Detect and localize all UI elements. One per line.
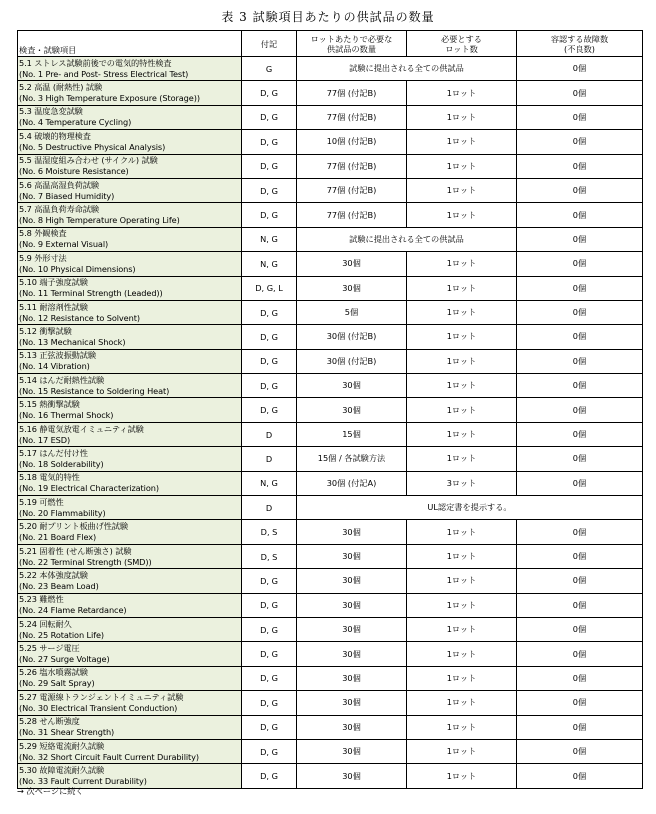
test-item-english: (No. 25 Rotation Life)	[19, 629, 105, 640]
test-item-japanese: 5.20 耐プリント板曲げ性試験	[19, 521, 128, 532]
note-cell: D, G	[242, 81, 297, 105]
table-row	[18, 130, 643, 154]
note-cell: N, G	[242, 227, 297, 251]
quantity-cell: 30個	[297, 276, 407, 300]
test-item-english: (No. 18 Solderability)	[19, 458, 104, 469]
table-row	[18, 398, 643, 422]
lots-cell: 1ロット	[407, 666, 517, 690]
note-cell: G	[242, 57, 297, 81]
quantity-cell: 30個	[297, 374, 407, 398]
test-item-cell	[18, 520, 242, 544]
test-item-english: (No. 12 Resistance to Solvent)	[19, 312, 140, 323]
test-item-japanese: 5.7 高温負荷寿命試験	[19, 204, 99, 215]
failures-cell: 0個	[517, 447, 643, 471]
note-cell: D, G	[242, 569, 297, 593]
test-item-japanese: 5.28 せん断強度	[19, 716, 80, 727]
note-cell: N, G	[242, 252, 297, 276]
header-required-lots: 必要とする ロット数	[407, 31, 517, 57]
test-item-cell	[18, 496, 242, 520]
test-item-cell	[18, 130, 242, 154]
lots-cell: 1ロット	[407, 374, 517, 398]
test-item-english: (No. 10 Physical Dimensions)	[19, 263, 136, 274]
quantity-cell: 77個 (付記B)	[297, 81, 407, 105]
failures-cell: 0個	[517, 617, 643, 641]
lots-cell: 1ロット	[407, 203, 517, 227]
failures-cell: 0個	[517, 422, 643, 446]
test-item-cell	[18, 666, 242, 690]
table-row	[18, 300, 643, 324]
failures-cell: 0個	[517, 252, 643, 276]
quantity-cell: 30個	[297, 691, 407, 715]
test-item-cell	[18, 715, 242, 739]
note-cell: D, G	[242, 642, 297, 666]
note-cell: D, G	[242, 715, 297, 739]
note-cell: D, G, L	[242, 276, 297, 300]
table-row	[18, 374, 643, 398]
lots-cell: 1ロット	[407, 81, 517, 105]
quantity-cell: 15個	[297, 422, 407, 446]
quantity-cell: 30個	[297, 739, 407, 763]
test-item-cell	[18, 349, 242, 373]
failures-cell: 0個	[517, 276, 643, 300]
failures-cell: 0個	[517, 544, 643, 568]
lots-cell: 1ロット	[407, 349, 517, 373]
test-item-japanese: 5.23 難燃性	[19, 594, 64, 605]
test-item-english: (No. 19 Electrical Characterization)	[19, 483, 159, 494]
test-item-english: (No. 32 Short Circuit Fault Current Durability)	[19, 751, 199, 762]
failures-cell: 0個	[517, 81, 643, 105]
test-item-cell	[18, 569, 242, 593]
failures-cell: 0個	[517, 105, 643, 129]
sample-quantity-table	[17, 30, 643, 789]
test-item-cell	[18, 81, 242, 105]
table-row	[18, 422, 643, 446]
test-item-japanese: 5.5 温湿度組み合わせ (サイクル) 試験	[19, 155, 158, 166]
table-row	[18, 471, 643, 495]
header-accepted-failures: 容認する故障数 (不良数)	[517, 31, 643, 57]
test-item-cell	[18, 227, 242, 251]
lots-cell: 1ロット	[407, 593, 517, 617]
merged-remark-cell: UL認定書を提示する。	[297, 496, 643, 520]
failures-cell: 0個	[517, 715, 643, 739]
lots-cell: 1ロット	[407, 300, 517, 324]
test-item-english: (No. 31 Shear Strength)	[19, 727, 115, 738]
table-row	[18, 764, 643, 788]
test-item-english: (No. 24 Flame Retardance)	[19, 605, 127, 616]
table-row	[18, 691, 643, 715]
test-item-english: (No. 29 Salt Spray)	[19, 678, 95, 689]
test-item-cell	[18, 691, 242, 715]
note-cell: N, G	[242, 471, 297, 495]
quantity-cell: 30個	[297, 617, 407, 641]
failures-cell: 0個	[517, 666, 643, 690]
lots-cell: 1ロット	[407, 325, 517, 349]
quantity-cell: 30個	[297, 252, 407, 276]
lots-cell: 1ロット	[407, 520, 517, 544]
test-item-cell	[18, 154, 242, 178]
lots-cell: 1ロット	[407, 764, 517, 788]
lots-cell: 1ロット	[407, 252, 517, 276]
test-item-english: (No. 21 Board Flex)	[19, 532, 97, 543]
test-item-english: (No. 11 Terminal Strength (Leaded))	[19, 288, 163, 299]
table-row	[18, 349, 643, 373]
quantity-cell: 30個	[297, 544, 407, 568]
failures-cell: 0個	[517, 764, 643, 788]
table-row	[18, 447, 643, 471]
failures-cell: 0個	[517, 227, 643, 251]
header-quantity-per-lot: ロットあたりで必要な 供試品の数量	[297, 31, 407, 57]
test-item-japanese: 5.1 ストレス試験前後での電気的特性検査	[19, 57, 172, 68]
quantity-cell: 30個	[297, 715, 407, 739]
test-item-english: (No. 22 Terminal Strength (SMD))	[19, 556, 152, 567]
test-item-cell	[18, 617, 242, 641]
table-row	[18, 569, 643, 593]
table-row	[18, 203, 643, 227]
lots-cell: 1ロット	[407, 105, 517, 129]
test-item-cell	[18, 398, 242, 422]
table-row	[18, 325, 643, 349]
note-cell: D, G	[242, 398, 297, 422]
test-item-english: (No. 6 Moisture Resistance)	[19, 166, 129, 177]
note-cell: D, G	[242, 374, 297, 398]
table-row	[18, 666, 643, 690]
quantity-cell: 77個 (付記B)	[297, 154, 407, 178]
failures-cell: 0個	[517, 569, 643, 593]
test-item-english: (No. 15 Resistance to Soldering Heat)	[19, 385, 170, 396]
lots-cell: 1ロット	[407, 544, 517, 568]
note-cell: D, G	[242, 739, 297, 763]
test-item-cell	[18, 471, 242, 495]
test-item-japanese: 5.6 高温高湿負荷試験	[19, 179, 99, 190]
failures-cell: 0個	[517, 57, 643, 81]
test-item-japanese: 5.11 耐溶剤性試験	[19, 301, 88, 312]
table-row	[18, 617, 643, 641]
test-item-english: (No. 4 Temperature Cycling)	[19, 117, 132, 128]
failures-cell: 0個	[517, 203, 643, 227]
table-row	[18, 57, 643, 81]
quantity-cell: 5個	[297, 300, 407, 324]
header-row	[18, 31, 643, 57]
table-row	[18, 715, 643, 739]
note-cell: D	[242, 496, 297, 520]
test-item-cell	[18, 447, 242, 471]
quantity-cell: 15個 / 各試験方法	[297, 447, 407, 471]
quantity-cell: 30個	[297, 569, 407, 593]
lots-cell: 3ロット	[407, 471, 517, 495]
test-item-english: (No. 3 High Temperature Exposure (Storage))	[19, 93, 200, 104]
note-cell: D, G	[242, 666, 297, 690]
table-row	[18, 496, 643, 520]
quantity-cell: 30個	[297, 764, 407, 788]
test-item-english: (No. 1 Pre- and Post- Stress Electrical Test)	[19, 68, 189, 79]
test-item-cell	[18, 57, 242, 81]
failures-cell: 0個	[517, 739, 643, 763]
test-item-japanese: 5.24 回転耐久	[19, 618, 72, 629]
quantity-cell: 77個 (付記B)	[297, 105, 407, 129]
note-cell: D	[242, 447, 297, 471]
test-item-english: (No. 14 Vibration)	[19, 361, 90, 372]
table-row	[18, 593, 643, 617]
test-item-english: (No. 5 Destructive Physical Analysis)	[19, 141, 166, 152]
test-item-japanese: 5.26 塩水噴霧試験	[19, 667, 88, 678]
failures-cell: 0個	[517, 398, 643, 422]
test-item-english: (No. 9 External Visual)	[19, 239, 109, 250]
note-cell: D, G	[242, 691, 297, 715]
test-item-japanese: 5.14 はんだ耐熱性試験	[19, 374, 105, 385]
lots-cell: 1ロット	[407, 276, 517, 300]
table-row	[18, 178, 643, 202]
quantity-cell: 30個	[297, 593, 407, 617]
lots-cell: 1ロット	[407, 642, 517, 666]
note-cell: D, G	[242, 764, 297, 788]
test-item-english: (No. 30 Electrical Transient Conduction)	[19, 702, 178, 713]
test-item-cell	[18, 105, 242, 129]
failures-cell: 0個	[517, 520, 643, 544]
lots-cell: 1ロット	[407, 447, 517, 471]
failures-cell: 0個	[517, 691, 643, 715]
test-item-japanese: 5.4 破壊的物理検査	[19, 130, 91, 141]
test-item-japanese: 5.3 温度急変試験	[19, 106, 83, 117]
test-item-english: (No. 8 High Temperature Operating Life)	[19, 215, 180, 226]
failures-cell: 0個	[517, 130, 643, 154]
test-item-japanese: 5.12 衝撃試験	[19, 325, 72, 336]
lots-cell: 1ロット	[407, 130, 517, 154]
merged-quantity-cell: 試験に提出される全ての供試品	[297, 57, 517, 81]
failures-cell: 0個	[517, 154, 643, 178]
table-body	[18, 57, 643, 789]
lots-cell: 1ロット	[407, 569, 517, 593]
note-cell: D, S	[242, 544, 297, 568]
quantity-cell: 30個 (付記B)	[297, 325, 407, 349]
test-item-cell	[18, 764, 242, 788]
failures-cell: 0個	[517, 349, 643, 373]
test-item-japanese: 5.29 短絡電流耐久試験	[19, 740, 105, 751]
test-item-japanese: 5.13 正弦波振動試験	[19, 350, 96, 361]
test-item-english: (No. 20 Flammability)	[19, 507, 106, 518]
quantity-cell: 30個 (付記B)	[297, 349, 407, 373]
table-row	[18, 154, 643, 178]
note-cell: D	[242, 422, 297, 446]
test-item-english: (No. 33 Fault Current Durability)	[19, 776, 147, 787]
quantity-cell: 30個	[297, 666, 407, 690]
test-item-japanese: 5.15 熱衝撃試験	[19, 399, 80, 410]
test-item-japanese: 5.21 固着性 (せん断強さ) 試験	[19, 545, 132, 556]
merged-quantity-cell: 試験に提出される全ての供試品	[297, 227, 517, 251]
test-item-english: (No. 27 Surge Voltage)	[19, 654, 110, 665]
test-item-japanese: 5.16 静電気放電イミュニティ試験	[19, 423, 144, 434]
test-item-cell	[18, 178, 242, 202]
quantity-cell: 30個	[297, 520, 407, 544]
test-item-cell	[18, 374, 242, 398]
failures-cell: 0個	[517, 593, 643, 617]
test-item-japanese: 5.30 故障電流耐久試験	[19, 765, 105, 776]
table-row	[18, 81, 643, 105]
table-row	[18, 520, 643, 544]
lots-cell: 1ロット	[407, 178, 517, 202]
test-item-japanese: 5.10 端子強度試験	[19, 277, 88, 288]
test-item-cell	[18, 739, 242, 763]
lots-cell: 1ロット	[407, 154, 517, 178]
test-item-english: (No. 23 Beam Load)	[19, 580, 99, 591]
quantity-cell: 77個 (付記B)	[297, 203, 407, 227]
table-row	[18, 276, 643, 300]
quantity-cell: 10個 (付記B)	[297, 130, 407, 154]
test-item-cell	[18, 276, 242, 300]
note-cell: D, G	[242, 178, 297, 202]
test-item-cell	[18, 544, 242, 568]
lots-cell: 1ロット	[407, 422, 517, 446]
test-item-english: (No. 17 ESD)	[19, 434, 71, 445]
test-item-english: (No. 16 Thermal Shock)	[19, 410, 114, 421]
note-cell: D, G	[242, 349, 297, 373]
test-item-japanese: 5.22 本体強度試験	[19, 569, 88, 580]
note-cell: D, G	[242, 154, 297, 178]
failures-cell: 0個	[517, 325, 643, 349]
test-item-japanese: 5.9 外形寸法	[19, 252, 67, 263]
test-item-cell	[18, 203, 242, 227]
test-item-japanese: 5.17 はんだ付け性	[19, 447, 88, 458]
test-item-cell	[18, 300, 242, 324]
table-row	[18, 227, 643, 251]
test-item-cell	[18, 593, 242, 617]
test-item-cell	[18, 325, 242, 349]
quantity-cell: 30個	[297, 398, 407, 422]
test-item-japanese: 5.8 外観検査	[19, 228, 67, 239]
test-item-japanese: 5.18 電気的特性	[19, 472, 80, 483]
table-row	[18, 252, 643, 276]
note-cell: D, G	[242, 593, 297, 617]
table-row	[18, 642, 643, 666]
page-title: 表 3 試験項目あたりの供試品の数量	[221, 10, 435, 24]
failures-cell: 0個	[517, 642, 643, 666]
failures-cell: 0個	[517, 374, 643, 398]
failures-cell: 0個	[517, 300, 643, 324]
continue-note: → 次ページに続く	[17, 786, 84, 796]
lots-cell: 1ロット	[407, 691, 517, 715]
lots-cell: 1ロット	[407, 617, 517, 641]
quantity-cell: 77個 (付記B)	[297, 178, 407, 202]
note-cell: D, G	[242, 203, 297, 227]
lots-cell: 1ロット	[407, 715, 517, 739]
note-cell: D, S	[242, 520, 297, 544]
table-row	[18, 105, 643, 129]
note-cell: D, G	[242, 300, 297, 324]
test-item-cell	[18, 422, 242, 446]
header-note: 付記	[242, 31, 297, 57]
table-row	[18, 544, 643, 568]
test-item-japanese: 5.2 高温 (耐熱性) 試験	[19, 82, 103, 93]
note-cell: D, G	[242, 325, 297, 349]
quantity-cell: 30個	[297, 642, 407, 666]
test-item-japanese: 5.25 サージ電圧	[19, 643, 80, 654]
test-item-cell	[18, 252, 242, 276]
test-item-english: (No. 7 Biased Humidity)	[19, 190, 115, 201]
lots-cell: 1ロット	[407, 398, 517, 422]
failures-cell: 0個	[517, 471, 643, 495]
note-cell: D, G	[242, 105, 297, 129]
test-item-japanese: 5.27 電源線トランジェントイミュニティ試験	[19, 691, 184, 702]
header-test-item: 検査・試験項目	[18, 31, 242, 57]
note-cell: D, G	[242, 617, 297, 641]
test-item-english: (No. 13 Mechanical Shock)	[19, 336, 126, 347]
lots-cell: 1ロット	[407, 739, 517, 763]
quantity-cell: 30個 (付記A)	[297, 471, 407, 495]
note-cell: D, G	[242, 130, 297, 154]
failures-cell: 0個	[517, 178, 643, 202]
table-row	[18, 739, 643, 763]
test-item-japanese: 5.19 可燃性	[19, 496, 64, 507]
test-item-cell	[18, 642, 242, 666]
